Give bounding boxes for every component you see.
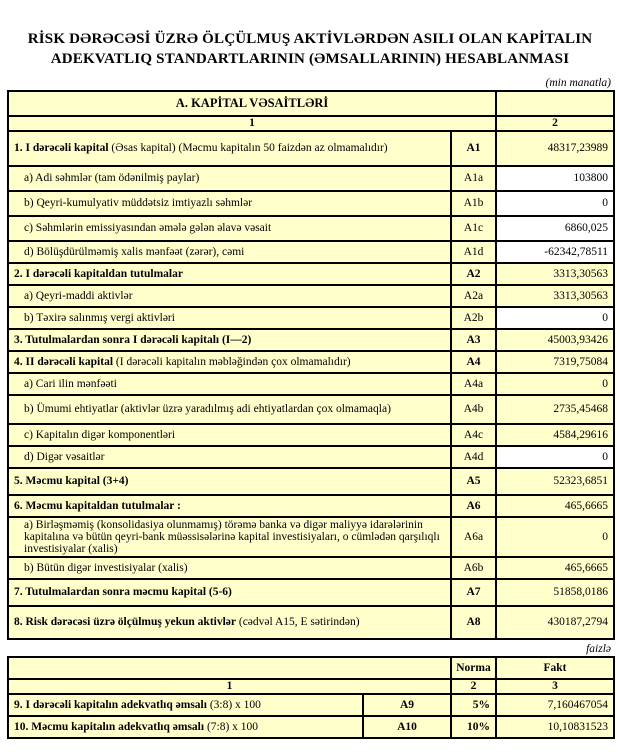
ratio-header-empty-cell xyxy=(8,657,451,679)
table-row-a4b xyxy=(8,395,614,424)
table-row-a1 xyxy=(8,131,614,166)
row-label: 3. Tutulmalardan sonra I dərəcəli kapitalı (I—2) xyxy=(8,329,451,351)
row-value: 3313,30563 xyxy=(496,285,614,307)
row-value: 3313,30563 xyxy=(496,263,614,285)
row-label: 4. II dərəcəli kapital (I dərəcəli kapitalın məbləğindən çox olmamalıdır) xyxy=(8,351,451,373)
row-code: A1a xyxy=(451,166,496,191)
row-label: a) Birləşməmiş (konsolidasiya olunmamış) törəmə banka və digər maliyyə idarələrinin kapitalına və bütün qeyri-bank müəssisələrinə kapital investisiyaları, o cümlədən qarşılıqlı investisiyalar (xalis) xyxy=(8,517,451,557)
capital-table-section-header: A. KAPİTAL VƏSAİTLƏRİ xyxy=(8,91,496,116)
row-code: A4c xyxy=(451,424,496,446)
row-label: a) Qeyri-maddi aktivlər xyxy=(8,285,451,307)
row-label: 2. I dərəcəli kapitaldan tutulmalar xyxy=(8,263,451,285)
capital-table-section-empty-cell xyxy=(496,91,614,116)
row-code: A10 xyxy=(363,716,451,738)
colnum-value: 2 xyxy=(496,116,614,131)
row-label: 9. I dərəcəli kapitalın adekvatlıq əmsalı (3:8) x 100 xyxy=(8,694,363,716)
row-fakt: 7,160467054 xyxy=(496,694,614,716)
row-label: d) Bölüşdürülməmiş xalis mənfəət (zərər), cəmi xyxy=(8,241,451,263)
row-value: 51858,0186 xyxy=(496,579,614,606)
row-value: 0 xyxy=(496,373,614,395)
row-code: A6 xyxy=(451,495,496,517)
row-label: 10. Məcmu kapitalın adekvatlıq əmsalı (7:8) x 100 xyxy=(8,716,363,738)
row-label: 7. Tutulmalardan sonra məcmu kapital (5-6) xyxy=(8,579,451,606)
row-code: A8 xyxy=(451,606,496,639)
table-row-a2 xyxy=(8,263,614,285)
table-row-a2b xyxy=(8,307,614,329)
row-label: b) Bütün digər investisiyalar (xalis) xyxy=(8,557,451,579)
row-code: A2b xyxy=(451,307,496,329)
table-row-a1d xyxy=(8,241,614,263)
table-row-a6a xyxy=(8,517,614,557)
row-norma: 10% xyxy=(451,716,496,738)
row-label: d) Digər vəsaitlər xyxy=(8,446,451,468)
row-label: 8. Risk dərəcəsi üzrə ölçülmuş yekun aktivlər (cədvəl A15, E sətirindən) xyxy=(8,606,451,639)
row-label: a) Adi səhmlər (tam ödənilmiş paylar) xyxy=(8,166,451,191)
table-row-a1c xyxy=(8,216,614,241)
row-code: A1d xyxy=(451,241,496,263)
row-value: 6860,025 xyxy=(496,216,614,241)
row-label: b) Qeyri-kumulyativ müddətsiz imtiyazlı səhmlər xyxy=(8,191,451,216)
row-value: 0 xyxy=(496,191,614,216)
page-title-line-1: RİSK DƏRƏCƏSİ ÜZRƏ ÖLÇÜLMUŞ AKTİVLƏRDƏN ASILI OLAN KAPİTALIN xyxy=(27,31,593,47)
row-value: 103800 xyxy=(496,166,614,191)
row-code: A2 xyxy=(451,263,496,285)
table-row-a3 xyxy=(8,329,614,351)
colnum-fakt: 3 xyxy=(496,679,614,694)
table-row-a4c xyxy=(8,424,614,446)
row-code: A6a xyxy=(451,517,496,557)
row-label: b) Təxirə salınmış vergi aktivləri xyxy=(8,307,451,329)
row-code: A4d xyxy=(451,446,496,468)
row-value: 430187,2794 xyxy=(496,606,614,639)
page-title-line-2: ADEKVATLIQ STANDARTLARININ (ƏMSALLARININ) HESABLANMASI xyxy=(50,51,570,68)
table-row-a2a xyxy=(8,285,614,307)
unit-note-min-manat: (min manatla) xyxy=(545,76,611,89)
row-value: 465,6665 xyxy=(496,495,614,517)
row-code: A1c xyxy=(451,216,496,241)
row-code: A9 xyxy=(363,694,451,716)
row-value: 48317,23989 xyxy=(496,131,614,166)
row-value: 0 xyxy=(496,307,614,329)
row-code: A5 xyxy=(451,468,496,495)
row-value: 0 xyxy=(496,517,614,557)
ratio-table xyxy=(7,656,615,739)
row-value: -62342,78511 xyxy=(496,241,614,263)
row-code: A6b xyxy=(451,557,496,579)
row-norma: 5% xyxy=(451,694,496,716)
capital-table-colnum-row xyxy=(8,116,614,131)
row-code: A4a xyxy=(451,373,496,395)
row-label: c) Kapitalın digər komponentləri xyxy=(8,424,451,446)
row-value: 2735,45468 xyxy=(496,395,614,424)
row-value: 52323,6851 xyxy=(496,468,614,495)
table-row-a9 xyxy=(8,694,614,716)
table-row-a10 xyxy=(8,716,614,738)
ratio-table-header-row xyxy=(8,657,614,679)
table-row-a4 xyxy=(8,351,614,373)
ratio-header-fakt: Fakt xyxy=(496,657,614,679)
row-code: A3 xyxy=(451,329,496,351)
row-value: 7319,75084 xyxy=(496,351,614,373)
row-label: 6. Məcmu kapitaldan tutulmalar : xyxy=(8,495,451,517)
unit-note-faizle: faizlə xyxy=(586,642,611,655)
colnum-norma: 2 xyxy=(451,679,496,694)
row-label: 5. Məcmu kapital (3+4) xyxy=(8,468,451,495)
table-row-a4d xyxy=(8,446,614,468)
capital-table-section-row xyxy=(8,91,614,116)
capital-table xyxy=(7,90,615,640)
row-code: A7 xyxy=(451,579,496,606)
row-label: b) Ümumi ehtiyatlar (aktivlər üzrə yaradılmış adi ehtiyatlardan çox olmamaqla) xyxy=(8,395,451,424)
row-value: 0 xyxy=(496,446,614,468)
ratio-header-norma: Norma xyxy=(451,657,496,679)
page-title xyxy=(0,0,620,70)
colnum-label: 1 xyxy=(8,679,451,694)
row-value: 45003,93426 xyxy=(496,329,614,351)
row-label: 1. I dərəcəli kapital (Əsas kapital) (Məcmu kapitalın 50 faizdən az olmamalıdır) xyxy=(8,131,451,166)
table-row-a6b xyxy=(8,557,614,579)
row-code: A4b xyxy=(451,395,496,424)
ratio-table-colnum-row xyxy=(8,679,614,694)
row-value: 465,6665 xyxy=(496,557,614,579)
row-fakt: 10,10831523 xyxy=(496,716,614,738)
row-code: A1b xyxy=(451,191,496,216)
table-row-a1b xyxy=(8,191,614,216)
table-row-a7 xyxy=(8,579,614,606)
table-row-a4a xyxy=(8,373,614,395)
row-code: A1 xyxy=(451,131,496,166)
table-row-a5 xyxy=(8,468,614,495)
row-label: c) Səhmlərin emissiyasından əmələ gələn əlavə vəsait xyxy=(8,216,451,241)
row-label: a) Cari ilin mənfəəti xyxy=(8,373,451,395)
colnum-label: 1 xyxy=(8,116,496,131)
row-code: A4 xyxy=(451,351,496,373)
table-row-a8 xyxy=(8,606,614,639)
table-row-a6 xyxy=(8,495,614,517)
row-value: 4584,29616 xyxy=(496,424,614,446)
row-code: A2a xyxy=(451,285,496,307)
table-row-a1a xyxy=(8,166,614,191)
